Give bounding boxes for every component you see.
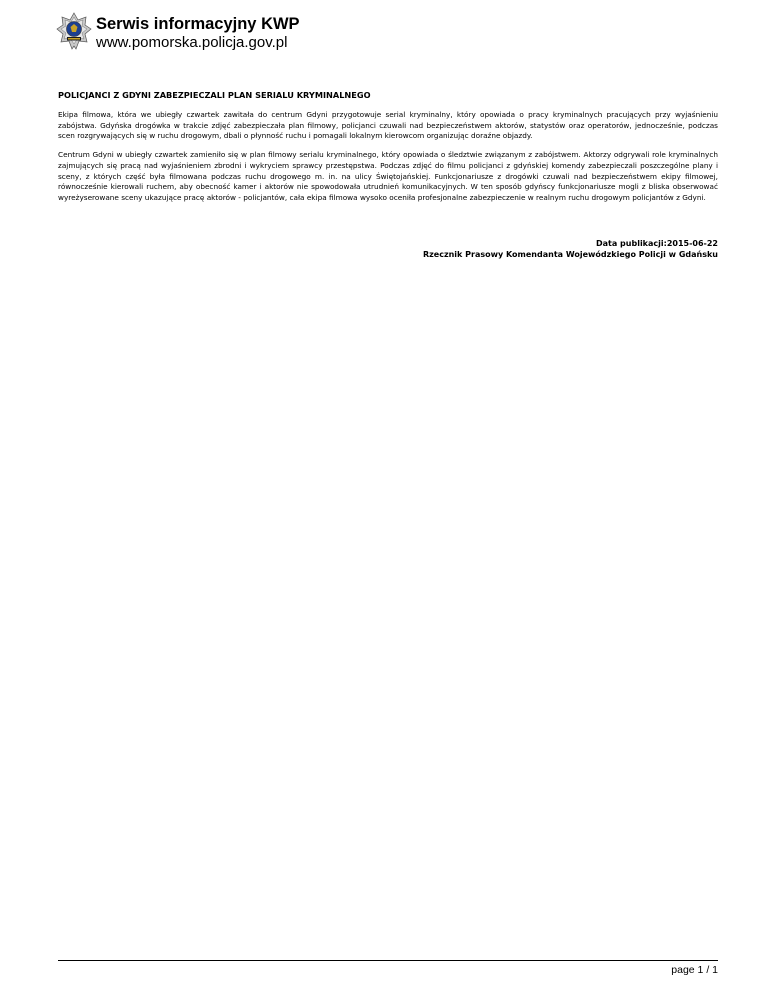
site-title: Serwis informacyjny KWP [96, 15, 300, 33]
page-number: page 1 / 1 [671, 964, 718, 976]
police-star-badge-icon [56, 12, 92, 54]
page-header [56, 12, 456, 58]
site-url[interactable]: www.pomorska.policja.gov.pl [96, 34, 288, 51]
article-title: POLICJANCI Z GDYNI ZABEZPIECZALI PLAN SERIALU KRYMINALNEGO [58, 90, 371, 100]
publication-date: Data publikacji:2015-06-22 [596, 239, 718, 248]
article-content [58, 90, 718, 212]
article-paragraph-1: Ekipa filmowa, która we ubiegły czwartek zawitała do centrum Gdyni przygotowuje serial kryminalny, który opowiada o pracy kryminalnych pracujących przy wyjaśnieniu zabójstwa. Gdyńska drogówka w trakcie zdjęć zabezpieczała plan filmowy, policjanci czuwali nad bezpieczeństwem aktorów, statystów oraz operatorów, jednocześnie, podczas scen rozgrywających się w ruchu drogowym, dbali o płynność ruchu i pomagali lokalnym kierowcom organizując doraźne objazdy. [58, 110, 718, 141]
article-meta [423, 238, 718, 260]
article-author: Rzecznik Prasowy Komendanta Wojewódzkiego Policji w Gdańsku [422, 250, 718, 259]
footer-divider [58, 960, 718, 961]
article-paragraph-2: Centrum Gdyni w ubiegły czwartek zamieniło się w plan filmowy serialu kryminalnego, który opowiada o śledztwie związanym z zabójstwem. Aktorzy odgrywali role kryminalnych zajmujących się pracą nad wyjaśnieniem zbrodni i wykryciem sprawcy przestępstwa. Podczas zdjęć do filmu policjanci z gdyńskiej komendy zabezpieczali poszczególne plany i sceny, z których część była filmowana podczas ruchu drogowego m. in. na ulicy Świętojańskiej. Funkcjonariusze z drogówki czuwali nad bezpieczeństwem ekipy filmowej, równocześnie kierowali ruchem, aby obecność kamer i aktorów nie spowodowała utrudnień komunikacyjnych. W ten sposób gdyńscy funkcjonariusze mogli z bliska obserwować wyreżyserowane sceny ukazujące pracę aktorów - policjantów, cała ekipa filmowa wysoko oceniła profesjonalne zabezpieczenie w realnym ruchu drogowym policjantów z Gdyni. [58, 150, 718, 202]
